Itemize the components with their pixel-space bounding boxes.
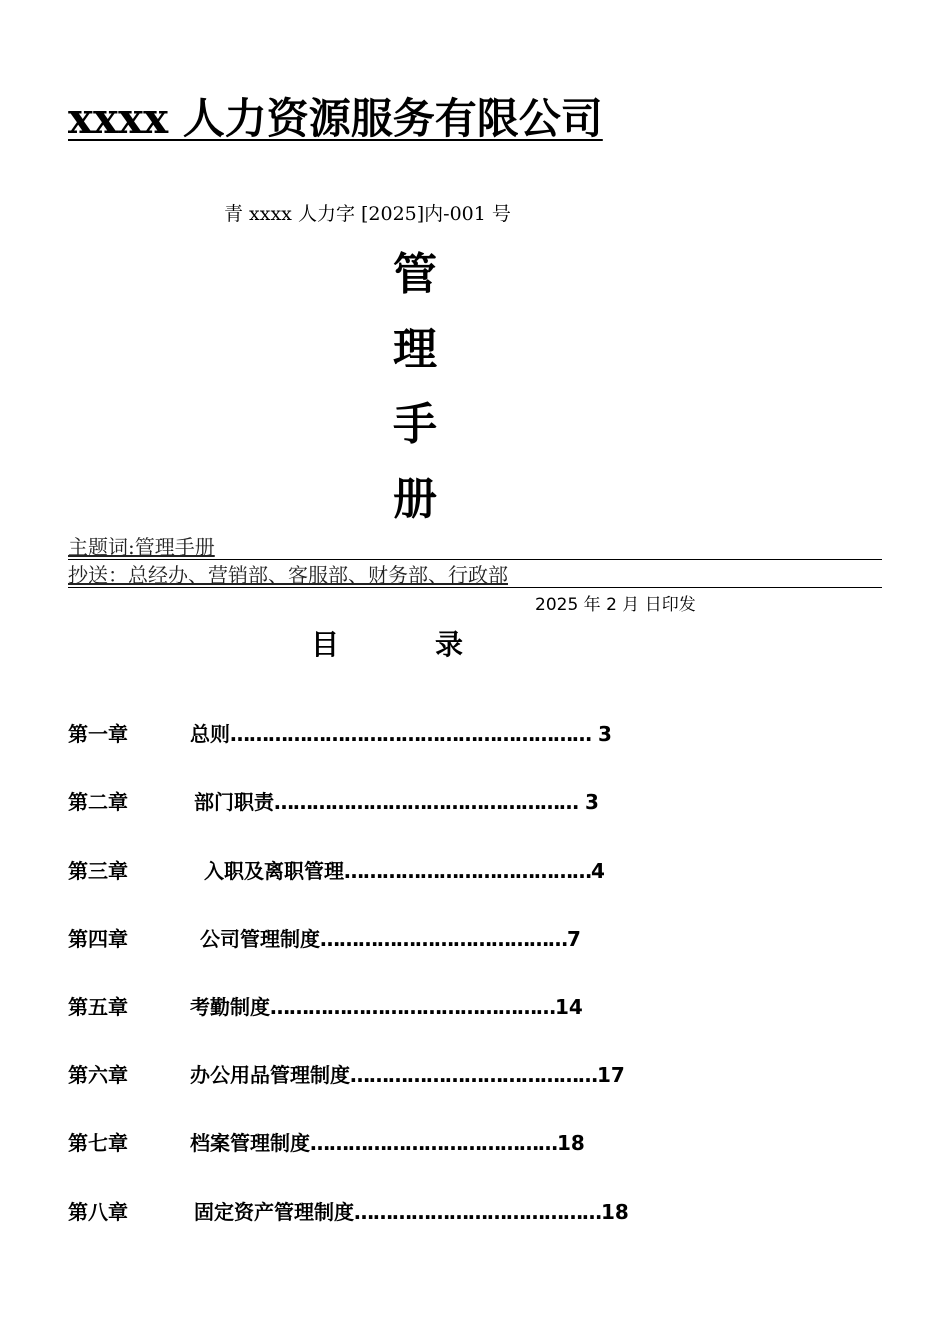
toc-entry [190, 718, 612, 747]
cover-title-char-1: 管 [393, 249, 437, 300]
toc-item[interactable] [68, 923, 768, 953]
toc-entry [190, 991, 583, 1020]
toc-page: 3 [578, 790, 599, 814]
toc-entry [200, 923, 581, 952]
toc-entry [194, 786, 599, 815]
cover-title-char-3: 手 [393, 399, 437, 450]
toc-leader-dots: ………………………………………………… [230, 722, 591, 746]
toc-entry [190, 1059, 625, 1088]
toc-heading-right: 录 [435, 628, 464, 661]
cc-text: 抄送：总经办、营销部、客服部、财务部、行政部 [68, 563, 508, 587]
toc-title: 总则 [190, 722, 230, 746]
company-title: xxxx 人力资源服务有限公司 [68, 94, 603, 143]
cover-title-char-2: 理 [393, 324, 437, 375]
subject-line [68, 535, 882, 560]
document-number: 青 xxxx 人力字 [2025]内-001 号 [224, 203, 511, 225]
toc-chapter: 第四章 [68, 927, 128, 951]
toc-title: 公司管理制度 [200, 927, 320, 951]
toc-item[interactable] [68, 786, 768, 816]
toc-chapter: 第六章 [68, 1063, 128, 1087]
toc-leader-dots: ………………………………… [310, 1131, 557, 1155]
toc-title: 办公用品管理制度 [190, 1063, 350, 1087]
cover-title-char-4: 册 [393, 474, 437, 525]
toc-title: 固定资产管理制度 [194, 1200, 354, 1224]
toc-leader-dots: ………………………………… [320, 927, 567, 951]
toc-item[interactable] [68, 1127, 768, 1157]
toc-chapter: 第八章 [68, 1200, 128, 1224]
toc-chapter: 第三章 [68, 859, 128, 883]
toc-page: 17 [597, 1063, 625, 1087]
toc-chapter: 第五章 [68, 995, 128, 1019]
toc-item[interactable] [68, 855, 768, 885]
toc-page: 18 [557, 1131, 585, 1155]
toc-page: 18 [601, 1200, 629, 1224]
toc-leader-dots: ………………………………… [344, 859, 591, 883]
toc-heading-left: 目 [311, 628, 340, 661]
toc-entry [190, 1127, 585, 1156]
toc-chapter: 第一章 [68, 722, 128, 746]
toc-title: 考勤制度 [190, 995, 270, 1019]
toc-title: 档案管理制度 [190, 1131, 310, 1155]
toc-item[interactable] [68, 1196, 768, 1226]
toc-item[interactable] [68, 718, 768, 748]
toc-item[interactable] [68, 1059, 768, 1089]
toc-leader-dots: ………………………………… [350, 1063, 597, 1087]
toc-page: 14 [555, 995, 583, 1019]
toc-page: 3 [591, 722, 612, 746]
toc-item[interactable] [68, 991, 768, 1021]
print-date: 2025 年 2 月 日印发 [535, 595, 696, 615]
toc-chapter: 第七章 [68, 1131, 128, 1155]
toc-page: 4 [591, 859, 605, 883]
subject-text: 主题词:管理手册 [68, 535, 215, 559]
toc-title: 部门职责 [194, 790, 274, 814]
toc-page: 7 [567, 927, 581, 951]
toc-title: 入职及离职管理 [204, 859, 344, 883]
toc-entry [194, 1196, 629, 1225]
toc-chapter: 第二章 [68, 790, 128, 814]
toc-leader-dots: ……………………………………… [270, 995, 555, 1019]
toc-leader-dots: ………………………………………… [274, 790, 578, 814]
cc-line [68, 563, 882, 588]
toc-leader-dots: ………………………………… [354, 1200, 601, 1224]
toc-entry [204, 855, 605, 884]
